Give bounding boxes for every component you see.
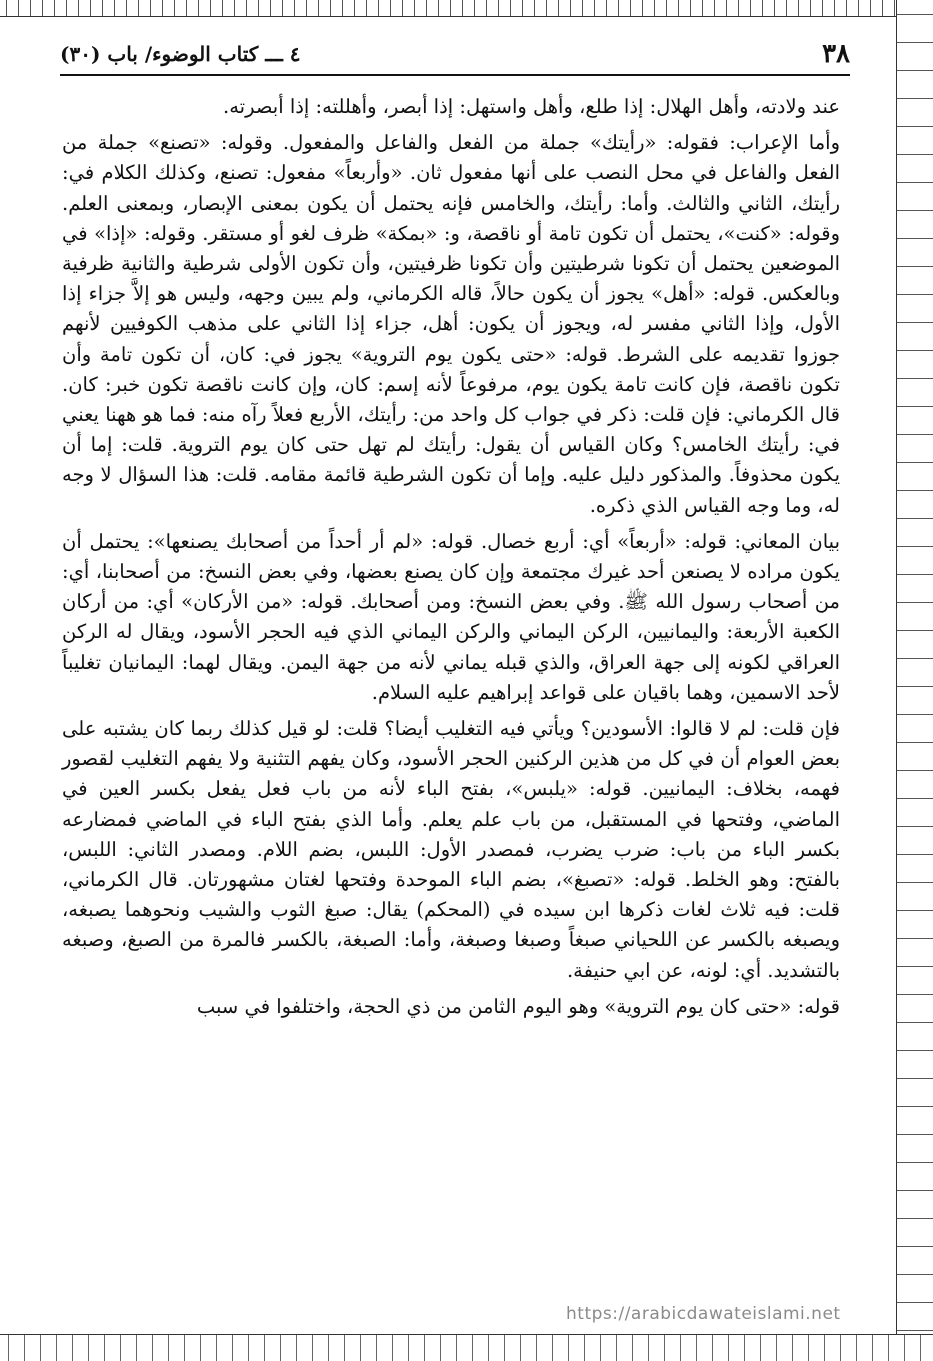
right-border-ornament (896, 0, 933, 1360)
paragraph: فإن قلت: لم لا قالوا: الأسودين؟ ويأتي فيه التغليب أيضا؟ قلت: لو قيل كذلك ربما كان يشتبه على بعض العوام أن في كل من هذين الركنين الحجر الأسود، وكان يفهم التثنية ولا يفهم التغليب لقصور فهمه، بخلاف: اليمانيين. قوله: «يلبس»، بفتح الباء لأنه من باب فعل يفعل بكسر العين في الماضي، وفتحها في المستقبل، من باب علم يعلم. وأما الذي بفتح الباء في الماضي فمضارعه بكسر الباء من باب: ضرب يضرب، فمصدر الأول: اللبس، بضم اللام. ومصدر الثاني: اللبس، بالفتح: وهو الخلط. قوله: «تصبغ»، بضم الباء الموحدة وفتحها لغتان مشهورتان. قال الكرماني، قلت: فيه ثلاث لغات ذكرها ابن سيده في (المحكم) يقال: صبغ الثوب والشيب ونحوهما يصبغه، ويصبغه بالكسر عن اللحياني صبغاً وصبغا وصبغة، وأما: الصبغة، بالكسر فالمرة من الصبغ، وصبغه بالتشديد. أي: لونه، عن ابي حنيفة. (62, 717, 840, 982)
page-body (62, 92, 840, 1328)
paragraph: بيان المعاني: قوله: «أربعاً» أي: أربع خصال. قوله: «لم أر أحداً من أصحابك يصنعها»: يحتمل أن يكون مراده لا يصنعن أحد غيرك مجتمعة وإن كان يصنع بعضها، وفي بعض النسخ: من أصحابنا، أي: من أصحاب رسول الله ﷺ. وفي بعض النسخ: ومن أصحابك. قوله: «من الأركان» أي: من أركان الكعبة الأربعة: واليمانيين، الركن اليماني والركن اليماني الذي فيه الحجر الأسود، ويقال له الركن العراقي لكونه إلى جهة العراق، والذي قبله يماني لأنه من جهة اليمن. ويقال لهما: اليمانيان تغليباً لأحد الاسمين، وهما باقيان على قواعد إبراهيم عليه السلام. (62, 529, 840, 704)
paragraph: قوله: «حتى كان يوم التروية» وهو اليوم الثامن من ذي الحجة، واختلفوا في سبب (196, 994, 840, 1018)
page-number: ٣٨ (822, 39, 850, 69)
running-head: ٤ ـــ كتاب الوضوء/ باب (٣٠) (60, 42, 301, 66)
bottom-border-ornament (0, 1334, 933, 1361)
paragraph: عند ولادته، وأهل الهلال: إذا طلع، وأهل واستهل: إذا أبصر، وأهللته: إذا أبصرته. (223, 95, 840, 118)
top-border-ornament (0, 0, 933, 17)
paragraph: وأما الإعراب: فقوله: «رأيتك» جملة من الفعل والفاعل والمفعول. وقوله: «تصنع» جملة من الفعل والفاعل في محل النصب على أنها مفعول ثان. «وأربعاً» مفعول: تصنع، وكذلك الكلام في: رأيتك، الثاني والثالث. وأما: رأيتك، والخامس فإنه يحتمل أن يكون بمعنى الإبصار، وبمعنى العلم. وقوله: «كنت»، يحتمل أن تكون تامة أو ناقصة، و: «بمكة» ظرف لغو أو مستقر. وقوله: «إذا» في الموضعين يحتمل أن تكونا شرطيتين وأن تكونا ظرفيتين، وأن تكون الأولى شرطية والثانية ظرفية وبالعكس. قوله: «أهل» يجوز أن يكون حالاً، قاله الكرماني، ولم يبين وجهه، وليس هو إلاَّ جزاء إذا الأول، وإذا الثاني مفسر له، ويجوز أن يكون: أهل، جزاء إذا الثاني على مذهب الكوفيين لأنهم جوزوا تقديمه على الشرط. قوله: «حتى يكون يوم التروية» يجوز في: كان، أن تكون تامة وأن تكون ناقصة، فإن كانت تامة يكون يوم، مرفوعاً لأنه إسم: كان، وإن كانت ناقصة تكون خبر: كان. قال الكرماني: فإن قلت: ذكر في جواب كل واحد من: رأيتك، الأربع فعلاً رآه منه: فما هو ههنا يعني في: رأيتك الخامس؟ وكان القياس أن يقول: رأيتك لم تهل حتى كان يوم التروية. قلت: إما أن يكون محذوفاً. والمذكور دليل عليه. وإما أن تكون الشرطية قائمة مقامه. قلت: هذا السؤال لا وجه له، وما وجه القياس الذي ذكره. (62, 131, 840, 517)
watermark-url: https://arabicdawateislami.net (566, 1304, 841, 1324)
page-header (60, 34, 850, 76)
